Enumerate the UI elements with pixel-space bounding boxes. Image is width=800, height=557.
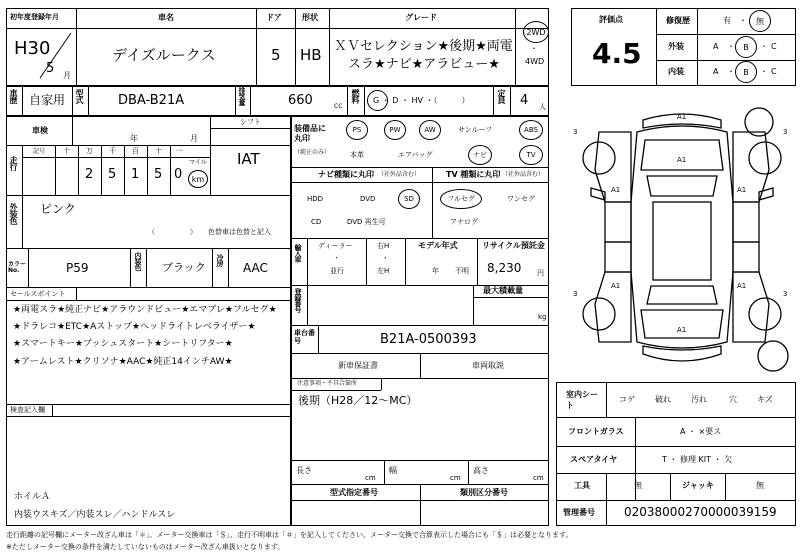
displacement-unit: CC	[334, 103, 343, 110]
equip-aw-circle: AW	[419, 120, 441, 140]
max-load-unit: kg	[538, 313, 547, 321]
mileage-digit-1: 2	[85, 167, 94, 182]
length-unit: cm	[365, 474, 376, 482]
width-label: 幅	[389, 466, 397, 475]
width-unit: cm	[450, 474, 461, 482]
exterior-opt-a: A	[713, 42, 719, 51]
grade-line1: ＸＶセレクション★後期★両電	[334, 39, 513, 54]
management-value: 02038000270000039159	[624, 505, 777, 519]
repair-opt-yes: 有	[723, 16, 731, 25]
model-year-value: 不明	[455, 267, 469, 275]
interior-selected-circle: B	[735, 61, 757, 83]
mileage-label: 走行	[9, 156, 18, 170]
manual-label: 車両取説	[472, 361, 504, 370]
ac-label: 冷房	[216, 254, 224, 266]
class-label: 類別区分番号	[460, 488, 508, 497]
equip-tv-circle: TV	[519, 145, 543, 165]
car-name: デイズルークス	[112, 46, 216, 64]
chassis-value: B21A-0500393	[380, 332, 477, 347]
drive-4wd: 4WD	[525, 57, 545, 66]
jack-label: ジャッキ	[682, 481, 714, 490]
seat-opt-scratch: キズ	[757, 395, 773, 404]
color-no-label: カラーNo.	[8, 261, 27, 274]
interior-opt-dot1: ・	[727, 67, 735, 76]
recycle-unit: 円	[537, 269, 544, 277]
grade-label: グレード	[405, 13, 437, 22]
tv-oneseg: ワンセグ	[507, 195, 535, 203]
unit-km-circle: km	[188, 170, 208, 188]
damage-mark-left-rear: A1	[611, 282, 621, 290]
exterior-opt-c: C	[771, 42, 777, 51]
tools-value: 無	[634, 481, 642, 490]
chassis-label: 車台番号	[294, 329, 315, 346]
spare-tire-options: T ・ 修理 KIT ・ 欠	[662, 455, 733, 464]
exterior-opt-dot2: ・	[760, 42, 768, 51]
type-cert-label: 型式指定番号	[330, 488, 378, 497]
shape-label: 形状	[302, 13, 318, 22]
category-label: 車歴	[9, 89, 18, 103]
seat-label: 室内シート	[566, 390, 598, 411]
left-block	[6, 116, 291, 526]
seat-opt-hole: 穴	[729, 395, 737, 404]
inspection-label: 車検	[32, 126, 48, 135]
equipment-sub-label: （純正のみ）	[294, 149, 331, 156]
tv-label: TV 種類に丸印	[446, 170, 501, 179]
max-load-label: 最大積載量	[483, 286, 523, 295]
ac-value: AAC	[243, 261, 268, 275]
equip-pw-circle: PW	[384, 120, 406, 140]
exterior-color-note: 色替車は色替と記入	[208, 228, 271, 236]
navi-hdd: HDD	[307, 195, 324, 203]
interior-color-label: 内装色	[134, 252, 142, 270]
sales-point-line-3: ★アームレスト★クリソナ★AAC★純正14インチAW★	[13, 357, 233, 367]
windshield-options: A ・ ×要ス	[680, 427, 722, 436]
grade-line2: スラ★ナビ★アラビュー★	[348, 57, 500, 72]
model-year-unit: 年	[432, 267, 439, 275]
navi-sd-circle: SD	[398, 189, 420, 209]
height-label: 高さ	[473, 466, 489, 475]
exterior-opt-dot1: ・	[727, 42, 735, 51]
equip-ps-circle: PS	[346, 120, 368, 140]
mileage-code-label: 記号	[33, 148, 46, 155]
damage-mark-left-front: A1	[611, 186, 621, 194]
exterior-color-paren: （ ）	[148, 228, 197, 236]
equip-airbag: エアバッグ	[398, 151, 433, 159]
car-damage-diagram	[565, 92, 800, 382]
seat-opt-tear: 破れ	[655, 395, 671, 404]
seat-opt-burn: コゲ	[619, 395, 635, 404]
inspector-label: 検査記入欄	[10, 406, 45, 414]
equip-leather: 本革	[350, 151, 364, 159]
bracket-bl: 3	[573, 290, 578, 298]
windshield-label: フロントガラス	[568, 427, 624, 436]
displacement-label: 排気量	[238, 87, 246, 105]
month-value: 5	[46, 61, 55, 76]
navi-label: ナビ種類に丸印	[318, 170, 374, 179]
damage-mark-rear: A1	[677, 326, 687, 334]
bracket-br: 3	[783, 290, 788, 298]
equip-sunroof: サンルーフ	[458, 126, 493, 134]
capacity-unit: 人	[539, 103, 546, 111]
navi-sub: （社外品含む）	[378, 171, 421, 178]
digit-label-3: 百	[132, 147, 139, 155]
unit-mile: マイル	[189, 159, 207, 166]
caution-label: 注意事項・不具合箇所	[297, 380, 358, 387]
footer-line-1: 走行距離の記号欄にメーター改ざん車は「＊」、メーター交換車は「＄」、走行不明車は「＃」を記入してください。メーター交換で合算表示した場合にも「＄」は必要となります。	[6, 531, 573, 539]
jack-value: 無	[756, 481, 764, 490]
digit-label-2: 千	[109, 147, 116, 155]
seat-opt-dirt: 汚れ	[691, 395, 707, 404]
equip-navi-circle: ナビ	[468, 145, 492, 165]
inspection-year-unit: 年	[130, 134, 138, 143]
import-right-h: 右H	[377, 242, 390, 250]
month-unit: 月	[63, 71, 71, 80]
drive-dot: ・	[530, 44, 538, 53]
interior-grade-label: 内装	[668, 67, 684, 76]
shape-value: HB	[300, 46, 322, 64]
spare-tire-label: スペアタイヤ	[570, 455, 618, 464]
exterior-color-value: ピンク	[40, 202, 76, 216]
bracket-tl: 3	[573, 128, 578, 136]
navi-dvd-play: DVD 再生可	[347, 218, 386, 226]
door-label: ドア	[266, 13, 282, 22]
inspection-month-unit: 月	[190, 134, 198, 143]
interior-opt-a: A	[713, 67, 719, 76]
first-reg-label: 初年度登録年月	[10, 13, 59, 21]
navi-dvd: DVD	[360, 195, 376, 203]
height-unit: cm	[533, 474, 544, 482]
tv-fullseg-circle: フルセグ	[440, 189, 482, 209]
color-no-value: P59	[66, 261, 89, 275]
import-dealer: ディーラー	[318, 242, 353, 250]
management-label: 管理番号	[563, 508, 595, 517]
score-value: 4.5	[592, 37, 642, 70]
navi-cd: CD	[311, 218, 322, 226]
mileage-digit-4: 5	[154, 167, 163, 182]
model-label: 型式	[75, 89, 84, 103]
sales-point-line-0: ★両電スラ★純正ナビ★アラウンドビュー★エマブレ★フルセグ★	[13, 305, 277, 315]
mileage-digit-2: 5	[108, 167, 117, 182]
bracket-tr: 3	[783, 128, 788, 136]
import-left-h: 左H	[377, 267, 390, 275]
import-parallel: 並行	[330, 267, 344, 275]
damage-mark-right-rear: A1	[737, 282, 747, 290]
name-label: 車名	[158, 13, 174, 22]
year-value: H30	[14, 38, 51, 59]
capacity-label: 定員	[497, 89, 506, 103]
interior-color-value: ブラック	[162, 261, 206, 274]
capacity-value: 4	[520, 93, 529, 108]
tv-analog: アナログ	[450, 218, 478, 226]
inspector-line-1: 内装ウスキズ／内装スレ／ハンドルスレ	[14, 510, 176, 520]
model-value: DBA-B21A	[118, 93, 185, 108]
inspector-line-0: ホイルＡ	[14, 492, 51, 502]
recycle-value: 8,230	[487, 261, 522, 275]
exterior-selected-circle: B	[735, 36, 757, 58]
category-value: 自家用	[29, 93, 66, 107]
tools-label: 工具	[574, 481, 590, 490]
model-year-label: モデル年式	[418, 241, 458, 250]
repair-selected-circle: 無	[749, 10, 771, 32]
digit-label-1: 万	[86, 147, 93, 155]
repair-label: 修復歴	[666, 16, 690, 25]
repair-opt-dot: ・	[739, 16, 747, 25]
interior-opt-c: C	[771, 67, 777, 76]
fuel-label: 燃料	[351, 89, 360, 103]
length-label: 長さ	[296, 466, 312, 475]
import-dot: ・	[333, 254, 340, 262]
caution-value: 後期（H28／12～MC）	[298, 394, 418, 407]
door-value: 5	[271, 46, 281, 64]
fuel-options: G ・ D ・ HV ・（ ）	[373, 96, 470, 105]
equip-abs-circle: ABS	[519, 120, 543, 140]
damage-mark-front-bumper: A1	[677, 113, 687, 121]
new-car-cert: 新車保証書	[338, 361, 378, 370]
damage-mark-hood: A1	[677, 156, 687, 164]
digit-label-5: 一	[176, 147, 183, 155]
mileage-digit-5: 0	[174, 167, 183, 182]
recycle-label: リサイクル預託金	[482, 241, 545, 250]
footer-line-2: ※ただしメーター交換の条件を満たしていないものはメーター改ざん車扱いとなります。	[6, 543, 285, 551]
mileage-digit-3: 1	[131, 167, 140, 182]
exterior-color-label: 外装色	[9, 203, 18, 224]
sales-points-label: セールスポイント	[10, 290, 66, 298]
shift-value: IAT	[237, 150, 260, 168]
digit-label-4: 十	[155, 147, 162, 155]
drive-2wd-circle: 2WD	[523, 21, 549, 43]
damage-mark-right-front: A1	[737, 186, 747, 194]
interior-opt-dot2: ・	[760, 67, 768, 76]
sales-point-line-2: ★スマートキー★プッシュスタート★シートリフター★	[13, 339, 233, 349]
exterior-grade-label: 外装	[668, 42, 684, 51]
equipment-label: 装備品に丸印	[294, 124, 326, 144]
registration-label: 登録番号	[294, 288, 302, 312]
displacement-value: 660	[288, 93, 313, 108]
import-label: 輸入車	[294, 244, 302, 262]
sales-point-line-1: ★ドラレコ★ETC★Aストップ★ヘッドライトレベライザー★	[13, 322, 256, 332]
import-dot-2: ・	[382, 254, 389, 262]
digit-label-0: 十	[63, 147, 70, 155]
shift-label: シフト	[240, 118, 261, 126]
score-label: 評価点	[599, 15, 623, 24]
tv-sub: （社外品含む）	[502, 171, 545, 178]
